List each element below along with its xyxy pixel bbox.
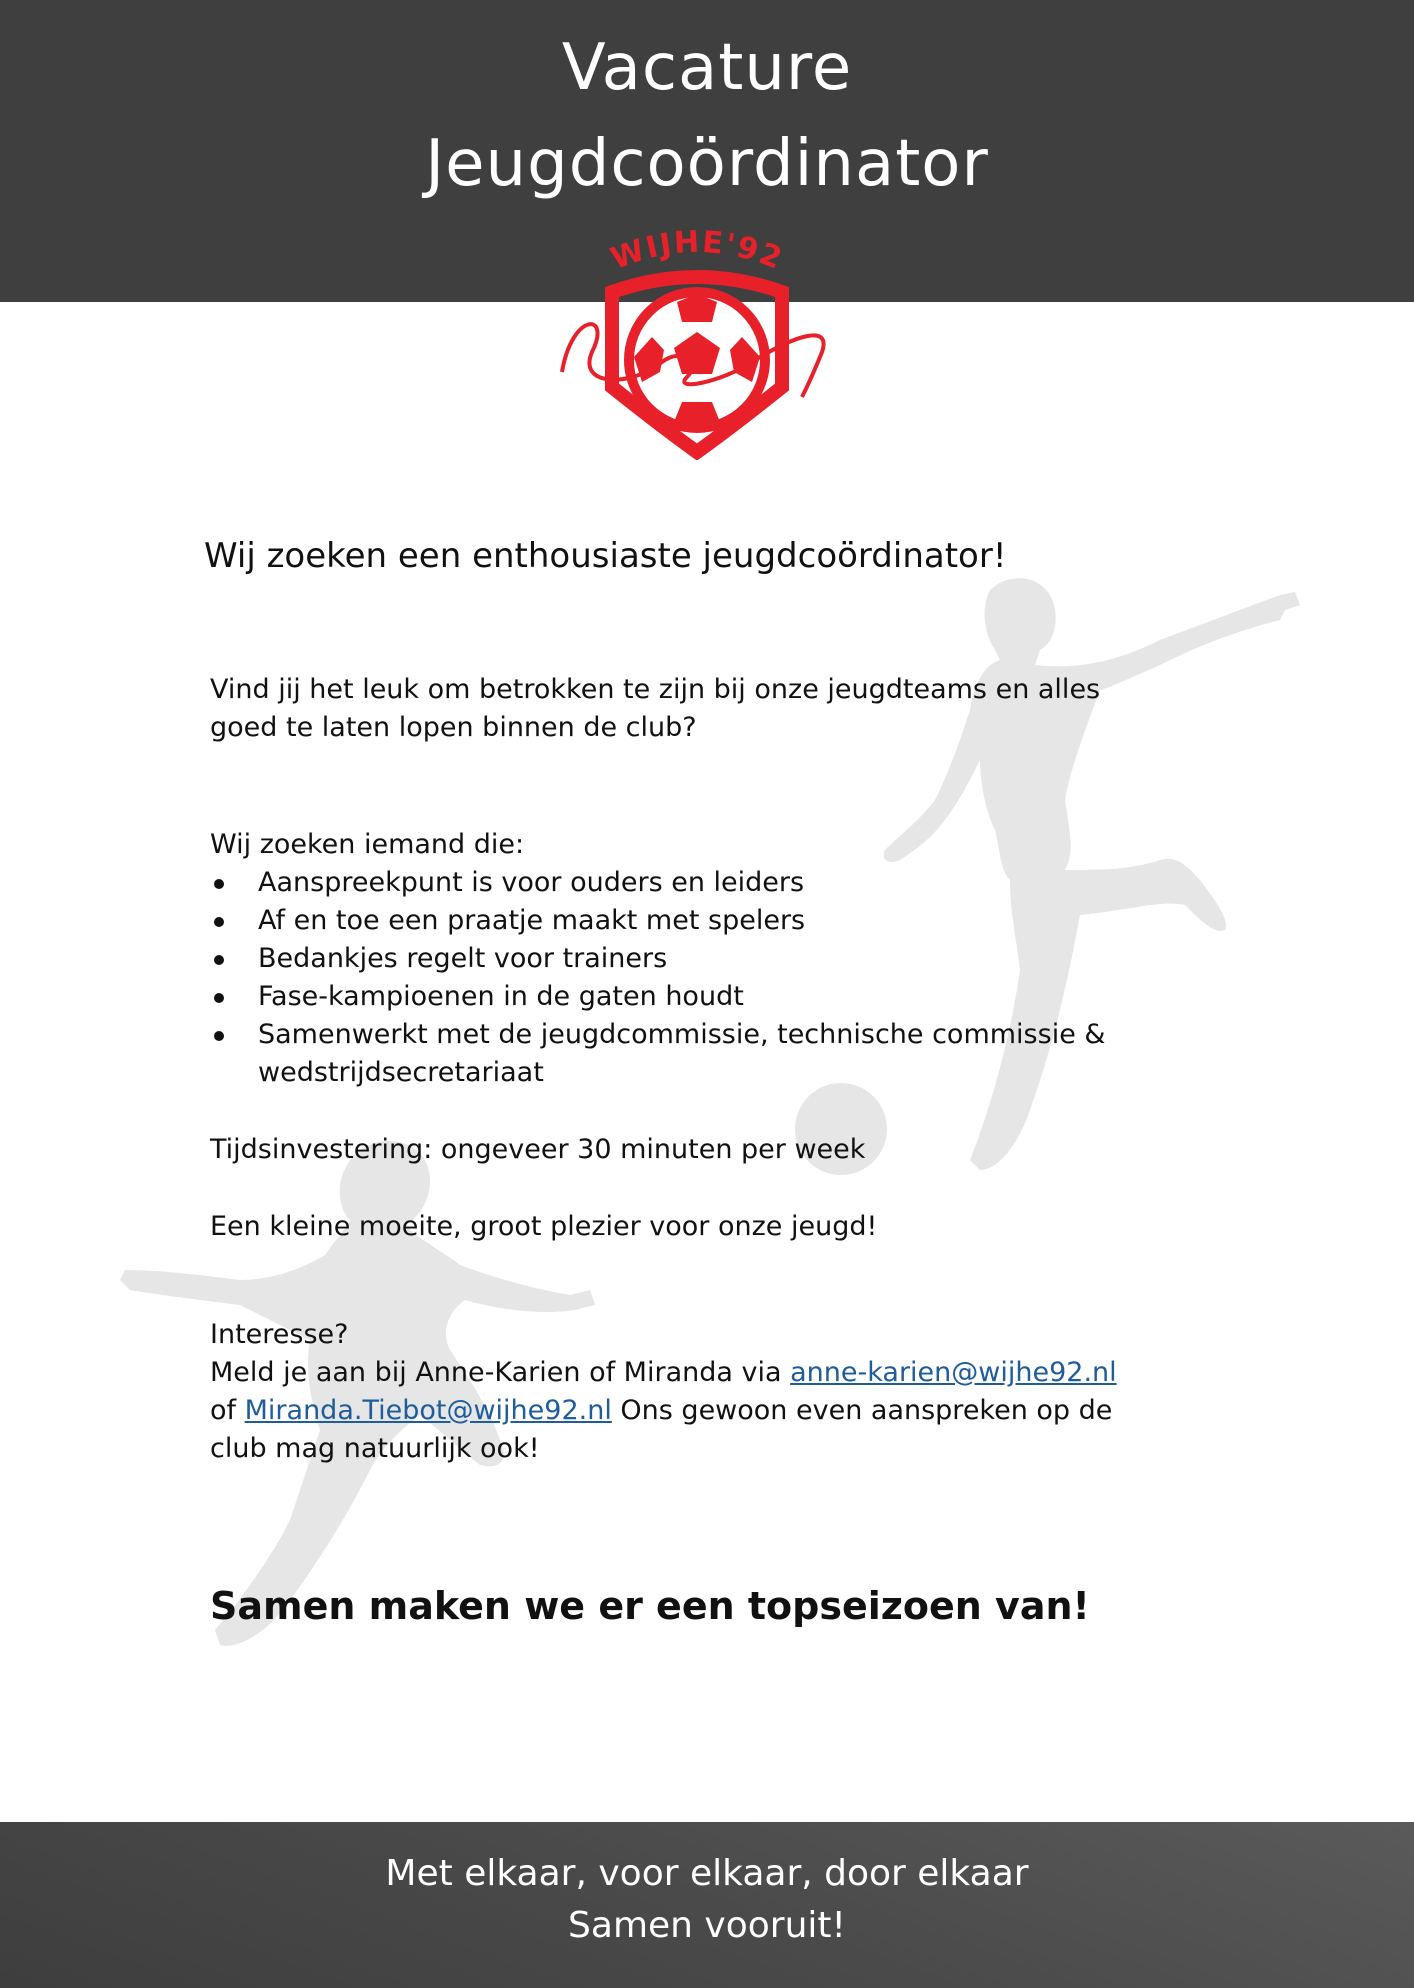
list-title: Wij zoeken iemand die:: [210, 829, 525, 860]
footer-motto: Met elkaar, voor elkaar, door elkaar: [385, 1853, 1029, 1894]
list-item-text: wedstrijdsecretariaat: [258, 1057, 544, 1088]
closing-slogan: Samen maken we er een topseizoen van!: [210, 1584, 1090, 1628]
contact-line-2: [210, 1392, 1112, 1430]
time-label: Tijdsinvestering:: [210, 1134, 433, 1165]
list-item-text: Af en toe een praatje maakt met spelers: [258, 905, 806, 936]
svg-text:WIJHE'92: WIJHE'92: [606, 224, 789, 278]
contact-line-1: [210, 1354, 1117, 1392]
contact-of: of: [210, 1395, 237, 1426]
small-effort-text: Een kleine moeite, groot plezier voor onze jeugd!: [210, 1211, 878, 1242]
contact-suffix: Ons gewoon even aanspreken op de: [620, 1395, 1113, 1426]
wijhe92-club-logo: [552, 212, 842, 460]
page-heading: Wij zoeken een enthousiaste jeugdcoördinator!: [204, 536, 1007, 576]
bullet-icon: [214, 993, 224, 1003]
interest-title: Interesse?: [210, 1319, 349, 1350]
list-item-text: Fase-kampioenen in de gaten houdt: [258, 981, 744, 1012]
time-value: ongeveer 30 minuten per week: [440, 1134, 866, 1165]
title-jeugdcoordinator: Jeugdcoördinator: [425, 127, 989, 201]
footer-tagline: Samen vooruit!: [568, 1905, 846, 1946]
contact-line-3: club mag natuurlijk ook!: [210, 1433, 540, 1464]
bullet-icon: [214, 879, 224, 889]
intro-line-1: Vind jij het leuk om betrokken te zijn bij onze jeugdteams en alles: [210, 674, 1101, 705]
time-investment: [210, 1131, 865, 1169]
contact-prefix: Meld je aan bij Anne-Karien of Miranda via: [210, 1357, 782, 1388]
bullet-icon: [214, 955, 224, 965]
football-player-silhouette-icon: [860, 570, 1300, 1170]
intro-line-2: goed te laten lopen binnen de club?: [210, 712, 697, 743]
email-link-miranda[interactable]: Miranda.Tiebot@wijhe92.nl: [244, 1395, 612, 1426]
list-item-text: Aanspreekpunt is voor ouders en leiders: [258, 867, 805, 898]
email-link-anne-karien[interactable]: anne-karien@wijhe92.nl: [790, 1357, 1117, 1388]
bullet-icon: [214, 917, 224, 927]
list-item-text: Bedankjes regelt voor trainers: [258, 943, 668, 974]
bullet-icon: [214, 1031, 224, 1041]
footer-banner: [0, 1822, 1414, 1988]
list-item-text: Samenwerkt met de jeugdcommissie, technische commissie &: [258, 1019, 1106, 1050]
title-vacature: Vacature: [561, 31, 853, 105]
